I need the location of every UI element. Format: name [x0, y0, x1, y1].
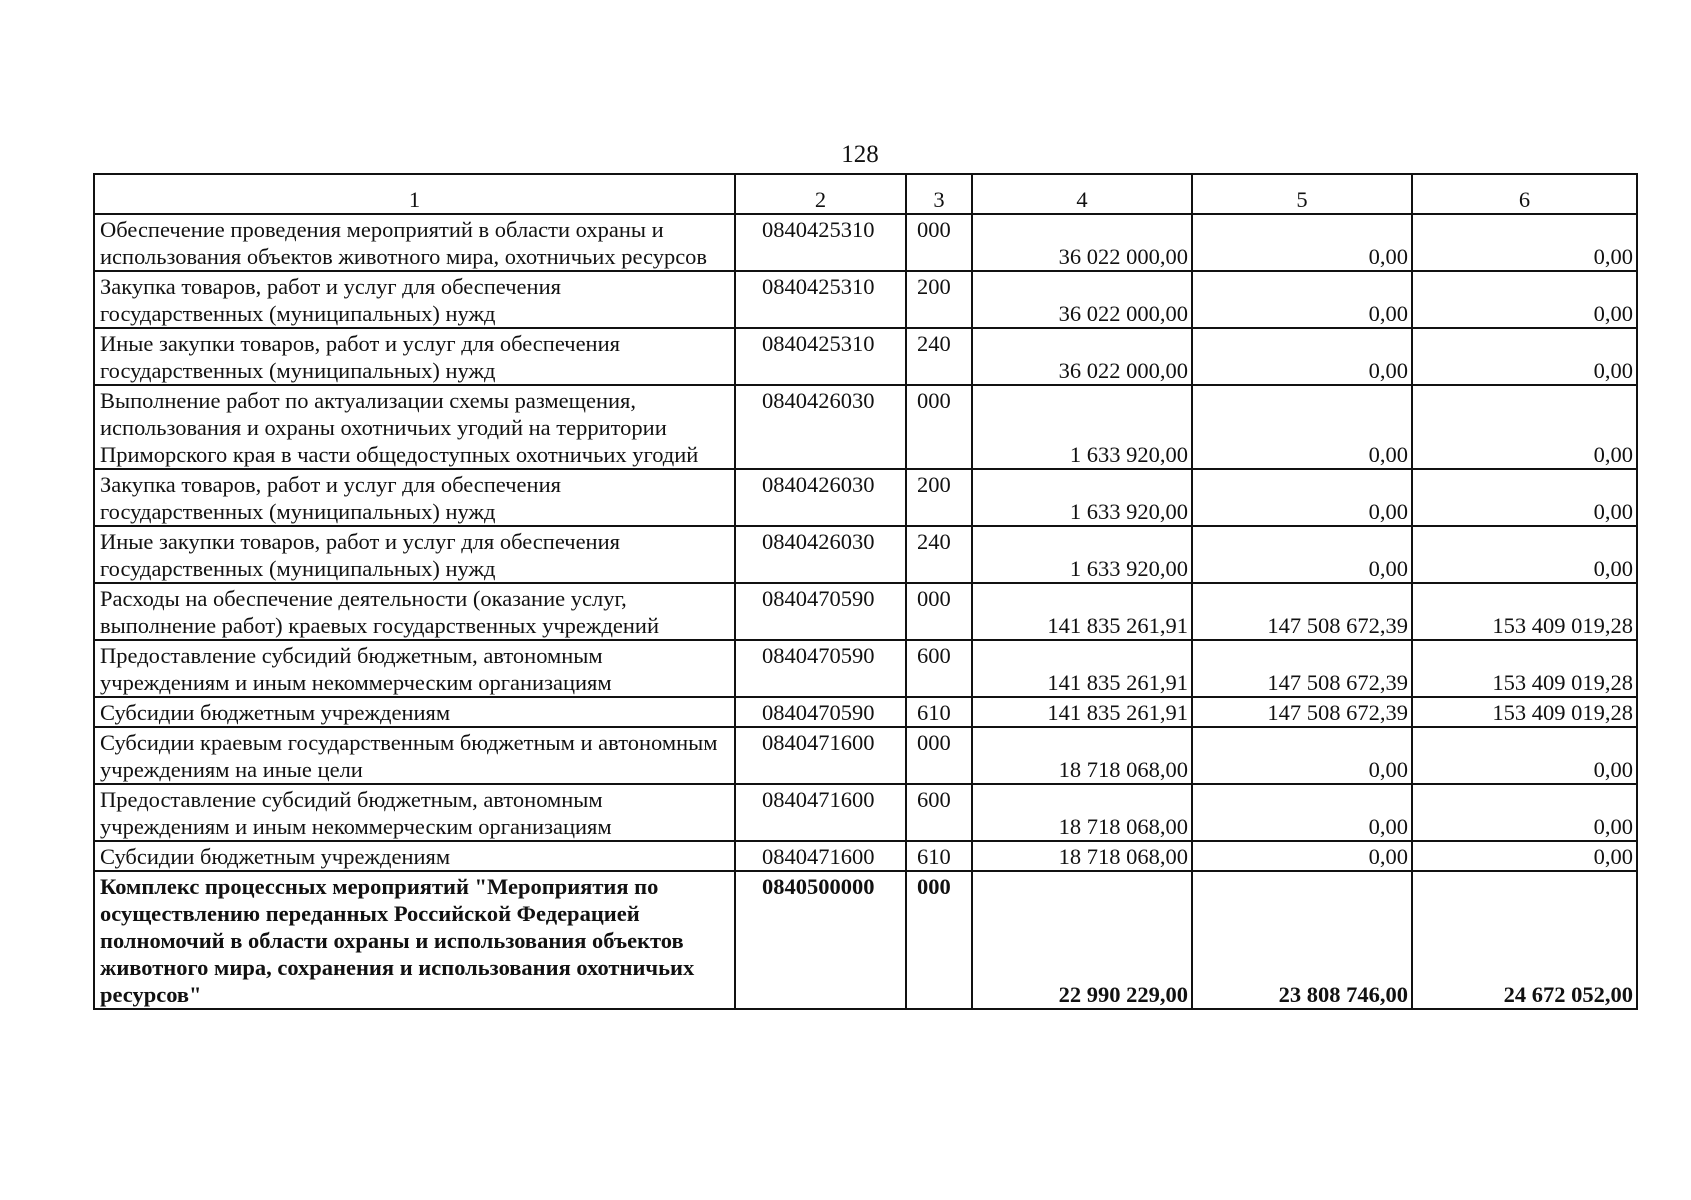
cell-value-1: 18 718 068,00 [972, 784, 1192, 841]
cell-value-2: 0,00 [1192, 784, 1412, 841]
table-row [94, 385, 1637, 469]
cell-vr: 610 [906, 841, 972, 871]
cell-name: Обеспечение проведения мероприятий в области охраны и использования объектов животного мира, охотничьих ресурсов [94, 214, 735, 271]
cell-vr: 610 [906, 697, 972, 727]
cell-value-1: 1 633 920,00 [972, 469, 1192, 526]
cell-vr: 000 [906, 583, 972, 640]
column-header-value-1: 4 [972, 174, 1192, 214]
cell-code: 0840470590 [735, 697, 906, 727]
header-row [94, 174, 1637, 214]
cell-value-2: 23 808 746,00 [1192, 871, 1412, 1009]
cell-vr: 600 [906, 640, 972, 697]
cell-value-2: 0,00 [1192, 328, 1412, 385]
cell-code: 0840426030 [735, 526, 906, 583]
cell-value-2: 0,00 [1192, 841, 1412, 871]
table-row [94, 526, 1637, 583]
cell-value-2: 0,00 [1192, 214, 1412, 271]
cell-code: 0840425310 [735, 214, 906, 271]
cell-name: Субсидии бюджетным учреждениям [94, 697, 735, 727]
cell-value-1: 22 990 229,00 [972, 871, 1192, 1009]
table-row [94, 469, 1637, 526]
cell-value-2: 0,00 [1192, 469, 1412, 526]
cell-name: Выполнение работ по актуализации схемы размещения, использования и охраны охотничьих угодий на территории Приморского края в части общедоступных охотничьих угодий [94, 385, 735, 469]
budget-table [93, 173, 1638, 1010]
table-row [94, 214, 1637, 271]
table-row [94, 697, 1637, 727]
cell-name: Предоставление субсидий бюджетным, автономным учреждениям и иным некоммерческим организациям [94, 640, 735, 697]
table-body [94, 214, 1637, 1009]
cell-code: 0840500000 [735, 871, 906, 1009]
cell-code: 0840470590 [735, 583, 906, 640]
cell-value-2: 147 508 672,39 [1192, 640, 1412, 697]
cell-code: 0840425310 [735, 328, 906, 385]
cell-value-3: 153 409 019,28 [1412, 583, 1637, 640]
table-row [94, 841, 1637, 871]
table-row [94, 640, 1637, 697]
cell-value-1: 141 835 261,91 [972, 583, 1192, 640]
column-header-code: 2 [735, 174, 906, 214]
table-row [94, 583, 1637, 640]
column-header-name: 1 [94, 174, 735, 214]
cell-value-3: 0,00 [1412, 469, 1637, 526]
cell-vr: 240 [906, 328, 972, 385]
table-row [94, 727, 1637, 784]
cell-value-3: 0,00 [1412, 271, 1637, 328]
cell-vr: 200 [906, 469, 972, 526]
cell-value-2: 147 508 672,39 [1192, 697, 1412, 727]
cell-value-2: 0,00 [1192, 727, 1412, 784]
cell-code: 0840426030 [735, 469, 906, 526]
cell-code: 0840470590 [735, 640, 906, 697]
cell-name: Комплекс процессных мероприятий "Мероприятия по осуществлению переданных Российской Федерацией полномочий в области охраны и использования объектов животного мира, сохранения и использования охотничьих ресурсов" [94, 871, 735, 1009]
cell-name: Иные закупки товаров, работ и услуг для обеспечения государственных (муниципальных) нужд [94, 328, 735, 385]
cell-name: Закупка товаров, работ и услуг для обеспечения государственных (муниципальных) нужд [94, 271, 735, 328]
cell-name: Субсидии бюджетным учреждениям [94, 841, 735, 871]
cell-value-1: 36 022 000,00 [972, 328, 1192, 385]
cell-value-3: 0,00 [1412, 727, 1637, 784]
cell-value-1: 141 835 261,91 [972, 640, 1192, 697]
cell-value-3: 0,00 [1412, 841, 1637, 871]
cell-code: 0840471600 [735, 784, 906, 841]
cell-name: Закупка товаров, работ и услуг для обеспечения государственных (муниципальных) нужд [94, 469, 735, 526]
table-row [94, 271, 1637, 328]
cell-name: Субсидии краевым государственным бюджетным и автономным учреждениям на иные цели [94, 727, 735, 784]
cell-value-1: 36 022 000,00 [972, 214, 1192, 271]
cell-value-1: 18 718 068,00 [972, 841, 1192, 871]
cell-code: 0840425310 [735, 271, 906, 328]
table-row [94, 328, 1637, 385]
cell-value-3: 0,00 [1412, 214, 1637, 271]
cell-name: Расходы на обеспечение деятельности (оказание услуг, выполнение работ) краевых государственных учреждений [94, 583, 735, 640]
cell-vr: 000 [906, 871, 972, 1009]
cell-value-1: 1 633 920,00 [972, 385, 1192, 469]
table-row [94, 784, 1637, 841]
cell-vr: 000 [906, 385, 972, 469]
cell-value-3: 0,00 [1412, 328, 1637, 385]
cell-vr: 240 [906, 526, 972, 583]
cell-value-1: 1 633 920,00 [972, 526, 1192, 583]
cell-vr: 000 [906, 727, 972, 784]
cell-value-3: 24 672 052,00 [1412, 871, 1637, 1009]
column-header-vr: 3 [906, 174, 972, 214]
cell-value-1: 36 022 000,00 [972, 271, 1192, 328]
cell-code: 0840471600 [735, 727, 906, 784]
cell-value-1: 141 835 261,91 [972, 697, 1192, 727]
cell-value-2: 0,00 [1192, 526, 1412, 583]
cell-vr: 600 [906, 784, 972, 841]
cell-vr: 200 [906, 271, 972, 328]
cell-value-3: 0,00 [1412, 385, 1637, 469]
cell-vr: 000 [906, 214, 972, 271]
cell-value-3: 153 409 019,28 [1412, 697, 1637, 727]
cell-name: Иные закупки товаров, работ и услуг для обеспечения государственных (муниципальных) нужд [94, 526, 735, 583]
cell-value-3: 0,00 [1412, 784, 1637, 841]
page-number: 128 [841, 141, 879, 168]
column-header-value-3: 6 [1412, 174, 1637, 214]
cell-value-3: 153 409 019,28 [1412, 640, 1637, 697]
cell-code: 0840471600 [735, 841, 906, 871]
table-row [94, 871, 1637, 1009]
cell-value-2: 0,00 [1192, 271, 1412, 328]
cell-value-3: 0,00 [1412, 526, 1637, 583]
cell-value-1: 18 718 068,00 [972, 727, 1192, 784]
column-header-value-2: 5 [1192, 174, 1412, 214]
cell-name: Предоставление субсидий бюджетным, автономным учреждениям и иным некоммерческим организациям [94, 784, 735, 841]
cell-value-2: 147 508 672,39 [1192, 583, 1412, 640]
cell-code: 0840426030 [735, 385, 906, 469]
cell-value-2: 0,00 [1192, 385, 1412, 469]
